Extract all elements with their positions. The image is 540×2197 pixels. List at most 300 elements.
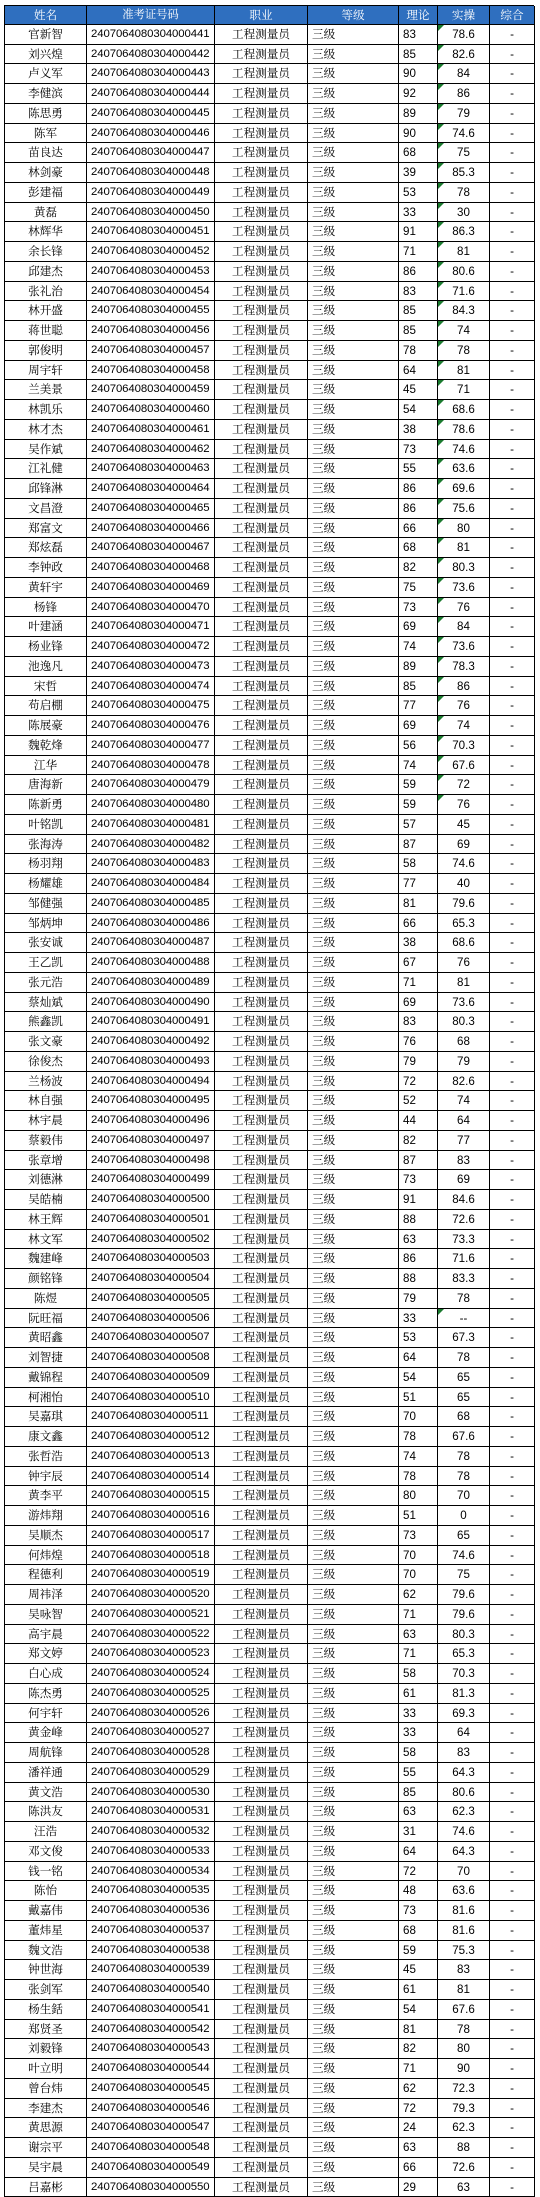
name-cell[interactable]: 康文鑫 bbox=[5, 1427, 87, 1447]
exam-id-cell[interactable]: 2407064080304000461 bbox=[87, 420, 215, 440]
name-cell[interactable]: 张礼治 bbox=[5, 282, 87, 302]
practice-score-cell[interactable]: 68.6 bbox=[438, 933, 490, 953]
level-cell[interactable]: 三级 bbox=[308, 2000, 399, 2020]
level-cell[interactable]: 三级 bbox=[308, 1190, 399, 1210]
level-cell[interactable]: 三级 bbox=[308, 2138, 399, 2158]
total-score-cell[interactable]: - bbox=[490, 1605, 535, 1625]
name-cell[interactable]: 张剑军 bbox=[5, 1980, 87, 2000]
level-cell[interactable]: 三级 bbox=[308, 1822, 399, 1842]
job-cell[interactable]: 工程测量员 bbox=[215, 1309, 308, 1329]
level-cell[interactable]: 三级 bbox=[308, 1407, 399, 1427]
job-cell[interactable]: 工程测量员 bbox=[215, 657, 308, 677]
exam-id-cell[interactable]: 2407064080304000543 bbox=[87, 2039, 215, 2059]
exam-id-cell[interactable]: 2407064080304000512 bbox=[87, 1427, 215, 1447]
job-cell[interactable]: 工程测量员 bbox=[215, 1111, 308, 1131]
theory-score-cell[interactable]: 29 bbox=[399, 2178, 438, 2197]
theory-score-cell[interactable]: 72 bbox=[399, 2099, 438, 2119]
exam-id-cell[interactable]: 2407064080304000491 bbox=[87, 1012, 215, 1032]
level-cell[interactable]: 三级 bbox=[308, 1052, 399, 1072]
level-cell[interactable]: 三级 bbox=[308, 1704, 399, 1724]
name-cell[interactable]: 钟宇辰 bbox=[5, 1467, 87, 1487]
total-score-cell[interactable]: - bbox=[490, 1526, 535, 1546]
job-cell[interactable]: 工程测量员 bbox=[215, 894, 308, 914]
theory-score-cell[interactable]: 63 bbox=[399, 1230, 438, 1250]
theory-score-cell[interactable]: 73 bbox=[399, 598, 438, 618]
name-cell[interactable]: 张哲浩 bbox=[5, 1447, 87, 1467]
theory-score-cell[interactable]: 89 bbox=[399, 104, 438, 124]
theory-score-cell[interactable]: 59 bbox=[399, 795, 438, 815]
exam-id-cell[interactable]: 2407064080304000515 bbox=[87, 1486, 215, 1506]
theory-score-cell[interactable]: 82 bbox=[399, 1131, 438, 1151]
name-cell[interactable]: 魏建峰 bbox=[5, 1249, 87, 1269]
total-score-cell[interactable]: - bbox=[490, 479, 535, 499]
total-score-cell[interactable]: - bbox=[490, 2079, 535, 2099]
name-cell[interactable]: 唐海新 bbox=[5, 775, 87, 795]
total-score-cell[interactable]: - bbox=[490, 558, 535, 578]
theory-score-cell[interactable]: 79 bbox=[399, 1289, 438, 1309]
practice-score-cell[interactable]: 81 bbox=[438, 361, 490, 381]
level-cell[interactable]: 三级 bbox=[308, 1427, 399, 1447]
practice-score-cell[interactable]: 82.6 bbox=[438, 1072, 490, 1092]
theory-score-cell[interactable]: 62 bbox=[399, 2079, 438, 2099]
total-score-cell[interactable]: - bbox=[490, 795, 535, 815]
total-score-cell[interactable]: - bbox=[490, 301, 535, 321]
theory-score-cell[interactable]: 85 bbox=[399, 1783, 438, 1803]
practice-score-cell[interactable]: 71.6 bbox=[438, 1249, 490, 1269]
level-cell[interactable]: 三级 bbox=[308, 1763, 399, 1783]
name-cell[interactable]: 潘祥通 bbox=[5, 1763, 87, 1783]
level-cell[interactable]: 三级 bbox=[308, 1289, 399, 1309]
theory-score-cell[interactable]: 58 bbox=[399, 1664, 438, 1684]
total-score-cell[interactable]: - bbox=[490, 440, 535, 460]
total-score-cell[interactable]: - bbox=[490, 1842, 535, 1862]
practice-score-cell[interactable]: 77 bbox=[438, 1131, 490, 1151]
practice-score-cell[interactable]: 70 bbox=[438, 1862, 490, 1882]
exam-id-cell[interactable]: 2407064080304000541 bbox=[87, 2000, 215, 2020]
level-cell[interactable]: 三级 bbox=[308, 1941, 399, 1961]
name-cell[interactable]: 周航锋 bbox=[5, 1743, 87, 1763]
theory-score-cell[interactable]: 33 bbox=[399, 1704, 438, 1724]
theory-score-cell[interactable]: 53 bbox=[399, 1328, 438, 1348]
exam-id-cell[interactable]: 2407064080304000493 bbox=[87, 1052, 215, 1072]
exam-id-cell[interactable]: 2407064080304000547 bbox=[87, 2118, 215, 2138]
practice-score-cell[interactable]: 68 bbox=[438, 1407, 490, 1427]
exam-id-cell[interactable]: 2407064080304000496 bbox=[87, 1111, 215, 1131]
theory-score-cell[interactable]: 61 bbox=[399, 1980, 438, 2000]
job-cell[interactable]: 工程测量员 bbox=[215, 1565, 308, 1585]
exam-id-cell[interactable]: 2407064080304000497 bbox=[87, 1131, 215, 1151]
exam-id-cell[interactable]: 2407064080304000549 bbox=[87, 2158, 215, 2178]
practice-score-cell[interactable]: 30 bbox=[438, 203, 490, 223]
total-score-cell[interactable]: - bbox=[490, 657, 535, 677]
practice-score-cell[interactable]: 78 bbox=[438, 1467, 490, 1487]
theory-score-cell[interactable]: 44 bbox=[399, 1111, 438, 1131]
total-score-cell[interactable]: - bbox=[490, 1684, 535, 1704]
header-job[interactable]: 职业 bbox=[215, 6, 308, 25]
level-cell[interactable]: 三级 bbox=[308, 874, 399, 894]
exam-id-cell[interactable]: 2407064080304000476 bbox=[87, 716, 215, 736]
level-cell[interactable]: 三级 bbox=[308, 380, 399, 400]
header-theory[interactable]: 理论 bbox=[399, 6, 438, 25]
job-cell[interactable]: 工程测量员 bbox=[215, 2039, 308, 2059]
name-cell[interactable]: 汪浩 bbox=[5, 1822, 87, 1842]
job-cell[interactable]: 工程测量员 bbox=[215, 2079, 308, 2099]
total-score-cell[interactable]: - bbox=[490, 1565, 535, 1585]
job-cell[interactable]: 工程测量员 bbox=[215, 617, 308, 637]
total-score-cell[interactable]: - bbox=[490, 2059, 535, 2079]
practice-score-cell[interactable]: 74.6 bbox=[438, 854, 490, 874]
job-cell[interactable]: 工程测量员 bbox=[215, 1467, 308, 1487]
level-cell[interactable]: 三级 bbox=[308, 1723, 399, 1743]
theory-score-cell[interactable]: 74 bbox=[399, 756, 438, 776]
theory-score-cell[interactable]: 71 bbox=[399, 2059, 438, 2079]
theory-score-cell[interactable]: 73 bbox=[399, 1526, 438, 1546]
practice-score-cell[interactable]: 84 bbox=[438, 617, 490, 637]
exam-id-cell[interactable]: 2407064080304000483 bbox=[87, 854, 215, 874]
exam-id-cell[interactable]: 2407064080304000527 bbox=[87, 1723, 215, 1743]
job-cell[interactable]: 工程测量员 bbox=[215, 1822, 308, 1842]
exam-id-cell[interactable]: 2407064080304000507 bbox=[87, 1328, 215, 1348]
total-score-cell[interactable]: - bbox=[490, 1427, 535, 1447]
name-cell[interactable]: 陈杰勇 bbox=[5, 1684, 87, 1704]
exam-id-cell[interactable]: 2407064080304000481 bbox=[87, 815, 215, 835]
level-cell[interactable]: 三级 bbox=[308, 1743, 399, 1763]
level-cell[interactable]: 三级 bbox=[308, 1921, 399, 1941]
practice-score-cell[interactable]: 67.3 bbox=[438, 1328, 490, 1348]
name-cell[interactable]: 杨锋 bbox=[5, 598, 87, 618]
practice-score-cell[interactable]: 62.3 bbox=[438, 1802, 490, 1822]
exam-id-cell[interactable]: 2407064080304000544 bbox=[87, 2059, 215, 2079]
total-score-cell[interactable]: - bbox=[490, 400, 535, 420]
theory-score-cell[interactable]: 70 bbox=[399, 1407, 438, 1427]
exam-id-cell[interactable]: 2407064080304000526 bbox=[87, 1704, 215, 1724]
level-cell[interactable]: 三级 bbox=[308, 1467, 399, 1487]
name-cell[interactable]: 林自强 bbox=[5, 1091, 87, 1111]
level-cell[interactable]: 三级 bbox=[308, 617, 399, 637]
level-cell[interactable]: 三级 bbox=[308, 1980, 399, 2000]
practice-score-cell[interactable]: 40 bbox=[438, 874, 490, 894]
practice-score-cell[interactable]: 78 bbox=[438, 1447, 490, 1467]
exam-id-cell[interactable]: 2407064080304000536 bbox=[87, 1901, 215, 1921]
exam-id-cell[interactable]: 2407064080304000546 bbox=[87, 2099, 215, 2119]
level-cell[interactable]: 三级 bbox=[308, 538, 399, 558]
name-cell[interactable]: 陈展豪 bbox=[5, 716, 87, 736]
level-cell[interactable]: 三级 bbox=[308, 2099, 399, 2119]
total-score-cell[interactable]: - bbox=[490, 2039, 535, 2059]
practice-score-cell[interactable]: 72 bbox=[438, 775, 490, 795]
total-score-cell[interactable]: - bbox=[490, 1585, 535, 1605]
job-cell[interactable]: 工程测量员 bbox=[215, 104, 308, 124]
theory-score-cell[interactable]: 58 bbox=[399, 854, 438, 874]
exam-id-cell[interactable]: 2407064080304000516 bbox=[87, 1506, 215, 1526]
level-cell[interactable]: 三级 bbox=[308, 1151, 399, 1171]
level-cell[interactable]: 三级 bbox=[308, 2059, 399, 2079]
level-cell[interactable]: 三级 bbox=[308, 183, 399, 203]
level-cell[interactable]: 三级 bbox=[308, 894, 399, 914]
name-cell[interactable]: 游炜翔 bbox=[5, 1506, 87, 1526]
job-cell[interactable]: 工程测量员 bbox=[215, 1328, 308, 1348]
theory-score-cell[interactable]: 61 bbox=[399, 1684, 438, 1704]
job-cell[interactable]: 工程测量员 bbox=[215, 1802, 308, 1822]
theory-score-cell[interactable]: 82 bbox=[399, 2039, 438, 2059]
name-cell[interactable]: 邱锋淋 bbox=[5, 479, 87, 499]
theory-score-cell[interactable]: 64 bbox=[399, 1348, 438, 1368]
exam-id-cell[interactable]: 2407064080304000545 bbox=[87, 2079, 215, 2099]
practice-score-cell[interactable]: 63.6 bbox=[438, 459, 490, 479]
total-score-cell[interactable]: - bbox=[490, 1032, 535, 1052]
theory-score-cell[interactable]: 62 bbox=[399, 1585, 438, 1605]
theory-score-cell[interactable]: 69 bbox=[399, 617, 438, 637]
job-cell[interactable]: 工程测量员 bbox=[215, 1447, 308, 1467]
exam-id-cell[interactable]: 2407064080304000522 bbox=[87, 1625, 215, 1645]
level-cell[interactable]: 三级 bbox=[308, 341, 399, 361]
job-cell[interactable]: 工程测量员 bbox=[215, 1743, 308, 1763]
name-cell[interactable]: 苟启棚 bbox=[5, 696, 87, 716]
exam-id-cell[interactable]: 2407064080304000480 bbox=[87, 795, 215, 815]
name-cell[interactable]: 江华 bbox=[5, 756, 87, 776]
name-cell[interactable]: 陈怡 bbox=[5, 1881, 87, 1901]
job-cell[interactable]: 工程测量员 bbox=[215, 933, 308, 953]
practice-score-cell[interactable]: 64 bbox=[438, 1111, 490, 1131]
practice-score-cell[interactable]: 79 bbox=[438, 1052, 490, 1072]
name-cell[interactable]: 李钟政 bbox=[5, 558, 87, 578]
theory-score-cell[interactable]: 86 bbox=[399, 262, 438, 282]
exam-id-cell[interactable]: 2407064080304000477 bbox=[87, 736, 215, 756]
practice-score-cell[interactable]: 67.6 bbox=[438, 756, 490, 776]
total-score-cell[interactable]: - bbox=[490, 1802, 535, 1822]
level-cell[interactable]: 三级 bbox=[308, 993, 399, 1013]
job-cell[interactable]: 工程测量员 bbox=[215, 1684, 308, 1704]
name-cell[interactable]: 兰美景 bbox=[5, 380, 87, 400]
practice-score-cell[interactable]: 63 bbox=[438, 2178, 490, 2197]
practice-score-cell[interactable]: 80.3 bbox=[438, 1625, 490, 1645]
level-cell[interactable]: 三级 bbox=[308, 2079, 399, 2099]
exam-id-cell[interactable]: 2407064080304000503 bbox=[87, 1249, 215, 1269]
theory-score-cell[interactable]: 71 bbox=[399, 1644, 438, 1664]
job-cell[interactable]: 工程测量员 bbox=[215, 440, 308, 460]
total-score-cell[interactable]: - bbox=[490, 45, 535, 65]
job-cell[interactable]: 工程测量员 bbox=[215, 1052, 308, 1072]
practice-score-cell[interactable]: 81 bbox=[438, 242, 490, 262]
exam-id-cell[interactable]: 2407064080304000486 bbox=[87, 914, 215, 934]
total-score-cell[interactable]: - bbox=[490, 1783, 535, 1803]
name-cell[interactable]: 刘兴煌 bbox=[5, 45, 87, 65]
total-score-cell[interactable]: - bbox=[490, 499, 535, 519]
theory-score-cell[interactable]: 64 bbox=[399, 361, 438, 381]
name-cell[interactable]: 周宇轩 bbox=[5, 361, 87, 381]
practice-score-cell[interactable]: 82.6 bbox=[438, 45, 490, 65]
exam-id-cell[interactable]: 2407064080304000485 bbox=[87, 894, 215, 914]
level-cell[interactable]: 三级 bbox=[308, 973, 399, 993]
theory-score-cell[interactable]: 75 bbox=[399, 578, 438, 598]
theory-score-cell[interactable]: 33 bbox=[399, 1309, 438, 1329]
name-cell[interactable]: 吴皓楠 bbox=[5, 1190, 87, 1210]
name-cell[interactable]: 蔡毅伟 bbox=[5, 1131, 87, 1151]
level-cell[interactable]: 三级 bbox=[308, 1783, 399, 1803]
level-cell[interactable]: 三级 bbox=[308, 2039, 399, 2059]
name-cell[interactable]: 余长锋 bbox=[5, 242, 87, 262]
total-score-cell[interactable]: - bbox=[490, 420, 535, 440]
exam-id-cell[interactable]: 2407064080304000442 bbox=[87, 45, 215, 65]
level-cell[interactable]: 三级 bbox=[308, 637, 399, 657]
total-score-cell[interactable]: - bbox=[490, 696, 535, 716]
exam-id-cell[interactable]: 2407064080304000495 bbox=[87, 1091, 215, 1111]
practice-score-cell[interactable]: -- bbox=[438, 1309, 490, 1329]
exam-id-cell[interactable]: 2407064080304000473 bbox=[87, 657, 215, 677]
exam-id-cell[interactable]: 2407064080304000466 bbox=[87, 519, 215, 539]
name-cell[interactable]: 何宇轩 bbox=[5, 1704, 87, 1724]
level-cell[interactable]: 三级 bbox=[308, 1546, 399, 1566]
level-cell[interactable]: 三级 bbox=[308, 2178, 399, 2197]
exam-id-cell[interactable]: 2407064080304000490 bbox=[87, 993, 215, 1013]
total-score-cell[interactable]: - bbox=[490, 242, 535, 262]
practice-score-cell[interactable]: 65 bbox=[438, 1368, 490, 1388]
exam-id-cell[interactable]: 2407064080304000537 bbox=[87, 1921, 215, 1941]
level-cell[interactable]: 三级 bbox=[308, 1131, 399, 1151]
name-cell[interactable]: 吴嘉琪 bbox=[5, 1407, 87, 1427]
level-cell[interactable]: 三级 bbox=[308, 1032, 399, 1052]
theory-score-cell[interactable]: 77 bbox=[399, 874, 438, 894]
exam-id-cell[interactable]: 2407064080304000448 bbox=[87, 163, 215, 183]
total-score-cell[interactable]: - bbox=[490, 894, 535, 914]
name-cell[interactable]: 张海涛 bbox=[5, 835, 87, 855]
name-cell[interactable]: 杨耀雄 bbox=[5, 874, 87, 894]
total-score-cell[interactable]: - bbox=[490, 203, 535, 223]
total-score-cell[interactable]: - bbox=[490, 1921, 535, 1941]
total-score-cell[interactable]: - bbox=[490, 1230, 535, 1250]
total-score-cell[interactable]: - bbox=[490, 361, 535, 381]
practice-score-cell[interactable]: 73.3 bbox=[438, 1230, 490, 1250]
level-cell[interactable]: 三级 bbox=[308, 657, 399, 677]
level-cell[interactable]: 三级 bbox=[308, 1585, 399, 1605]
level-cell[interactable]: 三级 bbox=[308, 45, 399, 65]
job-cell[interactable]: 工程测量员 bbox=[215, 321, 308, 341]
name-cell[interactable]: 吴咏智 bbox=[5, 1605, 87, 1625]
level-cell[interactable]: 三级 bbox=[308, 1170, 399, 1190]
total-score-cell[interactable]: - bbox=[490, 1210, 535, 1230]
total-score-cell[interactable]: - bbox=[490, 25, 535, 45]
job-cell[interactable]: 工程测量员 bbox=[215, 538, 308, 558]
exam-id-cell[interactable]: 2407064080304000513 bbox=[87, 1447, 215, 1467]
theory-score-cell[interactable]: 85 bbox=[399, 321, 438, 341]
level-cell[interactable]: 三级 bbox=[308, 775, 399, 795]
job-cell[interactable]: 工程测量员 bbox=[215, 183, 308, 203]
total-score-cell[interactable]: - bbox=[490, 637, 535, 657]
exam-id-cell[interactable]: 2407064080304000550 bbox=[87, 2178, 215, 2197]
total-score-cell[interactable]: - bbox=[490, 1407, 535, 1427]
practice-score-cell[interactable]: 74.6 bbox=[438, 440, 490, 460]
name-cell[interactable]: 张安诚 bbox=[5, 933, 87, 953]
theory-score-cell[interactable]: 92 bbox=[399, 84, 438, 104]
name-cell[interactable]: 高宇晨 bbox=[5, 1625, 87, 1645]
name-cell[interactable]: 钟世海 bbox=[5, 1960, 87, 1980]
practice-score-cell[interactable]: 80.6 bbox=[438, 1783, 490, 1803]
exam-id-cell[interactable]: 2407064080304000454 bbox=[87, 282, 215, 302]
total-score-cell[interactable]: - bbox=[490, 874, 535, 894]
job-cell[interactable]: 工程测量员 bbox=[215, 1072, 308, 1092]
exam-id-cell[interactable]: 2407064080304000459 bbox=[87, 380, 215, 400]
practice-score-cell[interactable]: 75 bbox=[438, 143, 490, 163]
name-cell[interactable]: 吴宇晨 bbox=[5, 2158, 87, 2178]
total-score-cell[interactable]: - bbox=[490, 1723, 535, 1743]
total-score-cell[interactable]: - bbox=[490, 854, 535, 874]
level-cell[interactable]: 三级 bbox=[308, 1684, 399, 1704]
exam-id-cell[interactable]: 2407064080304000523 bbox=[87, 1644, 215, 1664]
job-cell[interactable]: 工程测量员 bbox=[215, 1151, 308, 1171]
job-cell[interactable]: 工程测量员 bbox=[215, 1388, 308, 1408]
practice-score-cell[interactable]: 78 bbox=[438, 2020, 490, 2040]
practice-score-cell[interactable]: 0 bbox=[438, 1506, 490, 1526]
job-cell[interactable]: 工程测量员 bbox=[215, 1348, 308, 1368]
total-score-cell[interactable]: - bbox=[490, 64, 535, 84]
total-score-cell[interactable]: - bbox=[490, 1012, 535, 1032]
level-cell[interactable]: 三级 bbox=[308, 1526, 399, 1546]
theory-score-cell[interactable]: 59 bbox=[399, 775, 438, 795]
job-cell[interactable]: 工程测量员 bbox=[215, 1230, 308, 1250]
theory-score-cell[interactable]: 71 bbox=[399, 1605, 438, 1625]
exam-id-cell[interactable]: 2407064080304000506 bbox=[87, 1309, 215, 1329]
exam-id-cell[interactable]: 2407064080304000538 bbox=[87, 1941, 215, 1961]
theory-score-cell[interactable]: 68 bbox=[399, 143, 438, 163]
practice-score-cell[interactable]: 70 bbox=[438, 1486, 490, 1506]
exam-id-cell[interactable]: 2407064080304000511 bbox=[87, 1407, 215, 1427]
total-score-cell[interactable]: - bbox=[490, 835, 535, 855]
exam-id-cell[interactable]: 2407064080304000502 bbox=[87, 1230, 215, 1250]
name-cell[interactable]: 李健滨 bbox=[5, 84, 87, 104]
theory-score-cell[interactable]: 31 bbox=[399, 1822, 438, 1842]
name-cell[interactable]: 黄轩宇 bbox=[5, 578, 87, 598]
job-cell[interactable]: 工程测量员 bbox=[215, 1644, 308, 1664]
theory-score-cell[interactable]: 33 bbox=[399, 203, 438, 223]
exam-id-cell[interactable]: 2407064080304000488 bbox=[87, 953, 215, 973]
job-cell[interactable]: 工程测量员 bbox=[215, 282, 308, 302]
theory-score-cell[interactable]: 54 bbox=[399, 1368, 438, 1388]
exam-id-cell[interactable]: 2407064080304000468 bbox=[87, 558, 215, 578]
name-cell[interactable]: 戴锦程 bbox=[5, 1368, 87, 1388]
practice-score-cell[interactable]: 78 bbox=[438, 183, 490, 203]
header-level[interactable]: 等级 bbox=[308, 6, 399, 25]
total-score-cell[interactable]: - bbox=[490, 1131, 535, 1151]
level-cell[interactable]: 三级 bbox=[308, 1644, 399, 1664]
theory-score-cell[interactable]: 69 bbox=[399, 993, 438, 1013]
theory-score-cell[interactable]: 53 bbox=[399, 183, 438, 203]
job-cell[interactable]: 工程测量员 bbox=[215, 2099, 308, 2119]
theory-score-cell[interactable]: 81 bbox=[399, 2020, 438, 2040]
name-cell[interactable]: 黄思源 bbox=[5, 2118, 87, 2138]
total-score-cell[interactable]: - bbox=[490, 1881, 535, 1901]
exam-id-cell[interactable]: 2407064080304000484 bbox=[87, 874, 215, 894]
level-cell[interactable]: 三级 bbox=[308, 756, 399, 776]
name-cell[interactable]: 刘德淋 bbox=[5, 1170, 87, 1190]
level-cell[interactable]: 三级 bbox=[308, 2118, 399, 2138]
level-cell[interactable]: 三级 bbox=[308, 933, 399, 953]
practice-score-cell[interactable]: 64.3 bbox=[438, 1842, 490, 1862]
name-cell[interactable]: 陈洪友 bbox=[5, 1802, 87, 1822]
theory-score-cell[interactable]: 85 bbox=[399, 45, 438, 65]
name-cell[interactable]: 魏乾烽 bbox=[5, 736, 87, 756]
total-score-cell[interactable]: - bbox=[490, 2099, 535, 2119]
level-cell[interactable]: 三级 bbox=[308, 1901, 399, 1921]
exam-id-cell[interactable]: 2407064080304000457 bbox=[87, 341, 215, 361]
theory-score-cell[interactable]: 83 bbox=[399, 282, 438, 302]
practice-score-cell[interactable]: 68 bbox=[438, 1032, 490, 1052]
total-score-cell[interactable]: - bbox=[490, 1190, 535, 1210]
level-cell[interactable]: 三级 bbox=[308, 25, 399, 45]
total-score-cell[interactable]: - bbox=[490, 815, 535, 835]
name-cell[interactable]: 邓文俊 bbox=[5, 1842, 87, 1862]
practice-score-cell[interactable]: 79 bbox=[438, 104, 490, 124]
level-cell[interactable]: 三级 bbox=[308, 795, 399, 815]
